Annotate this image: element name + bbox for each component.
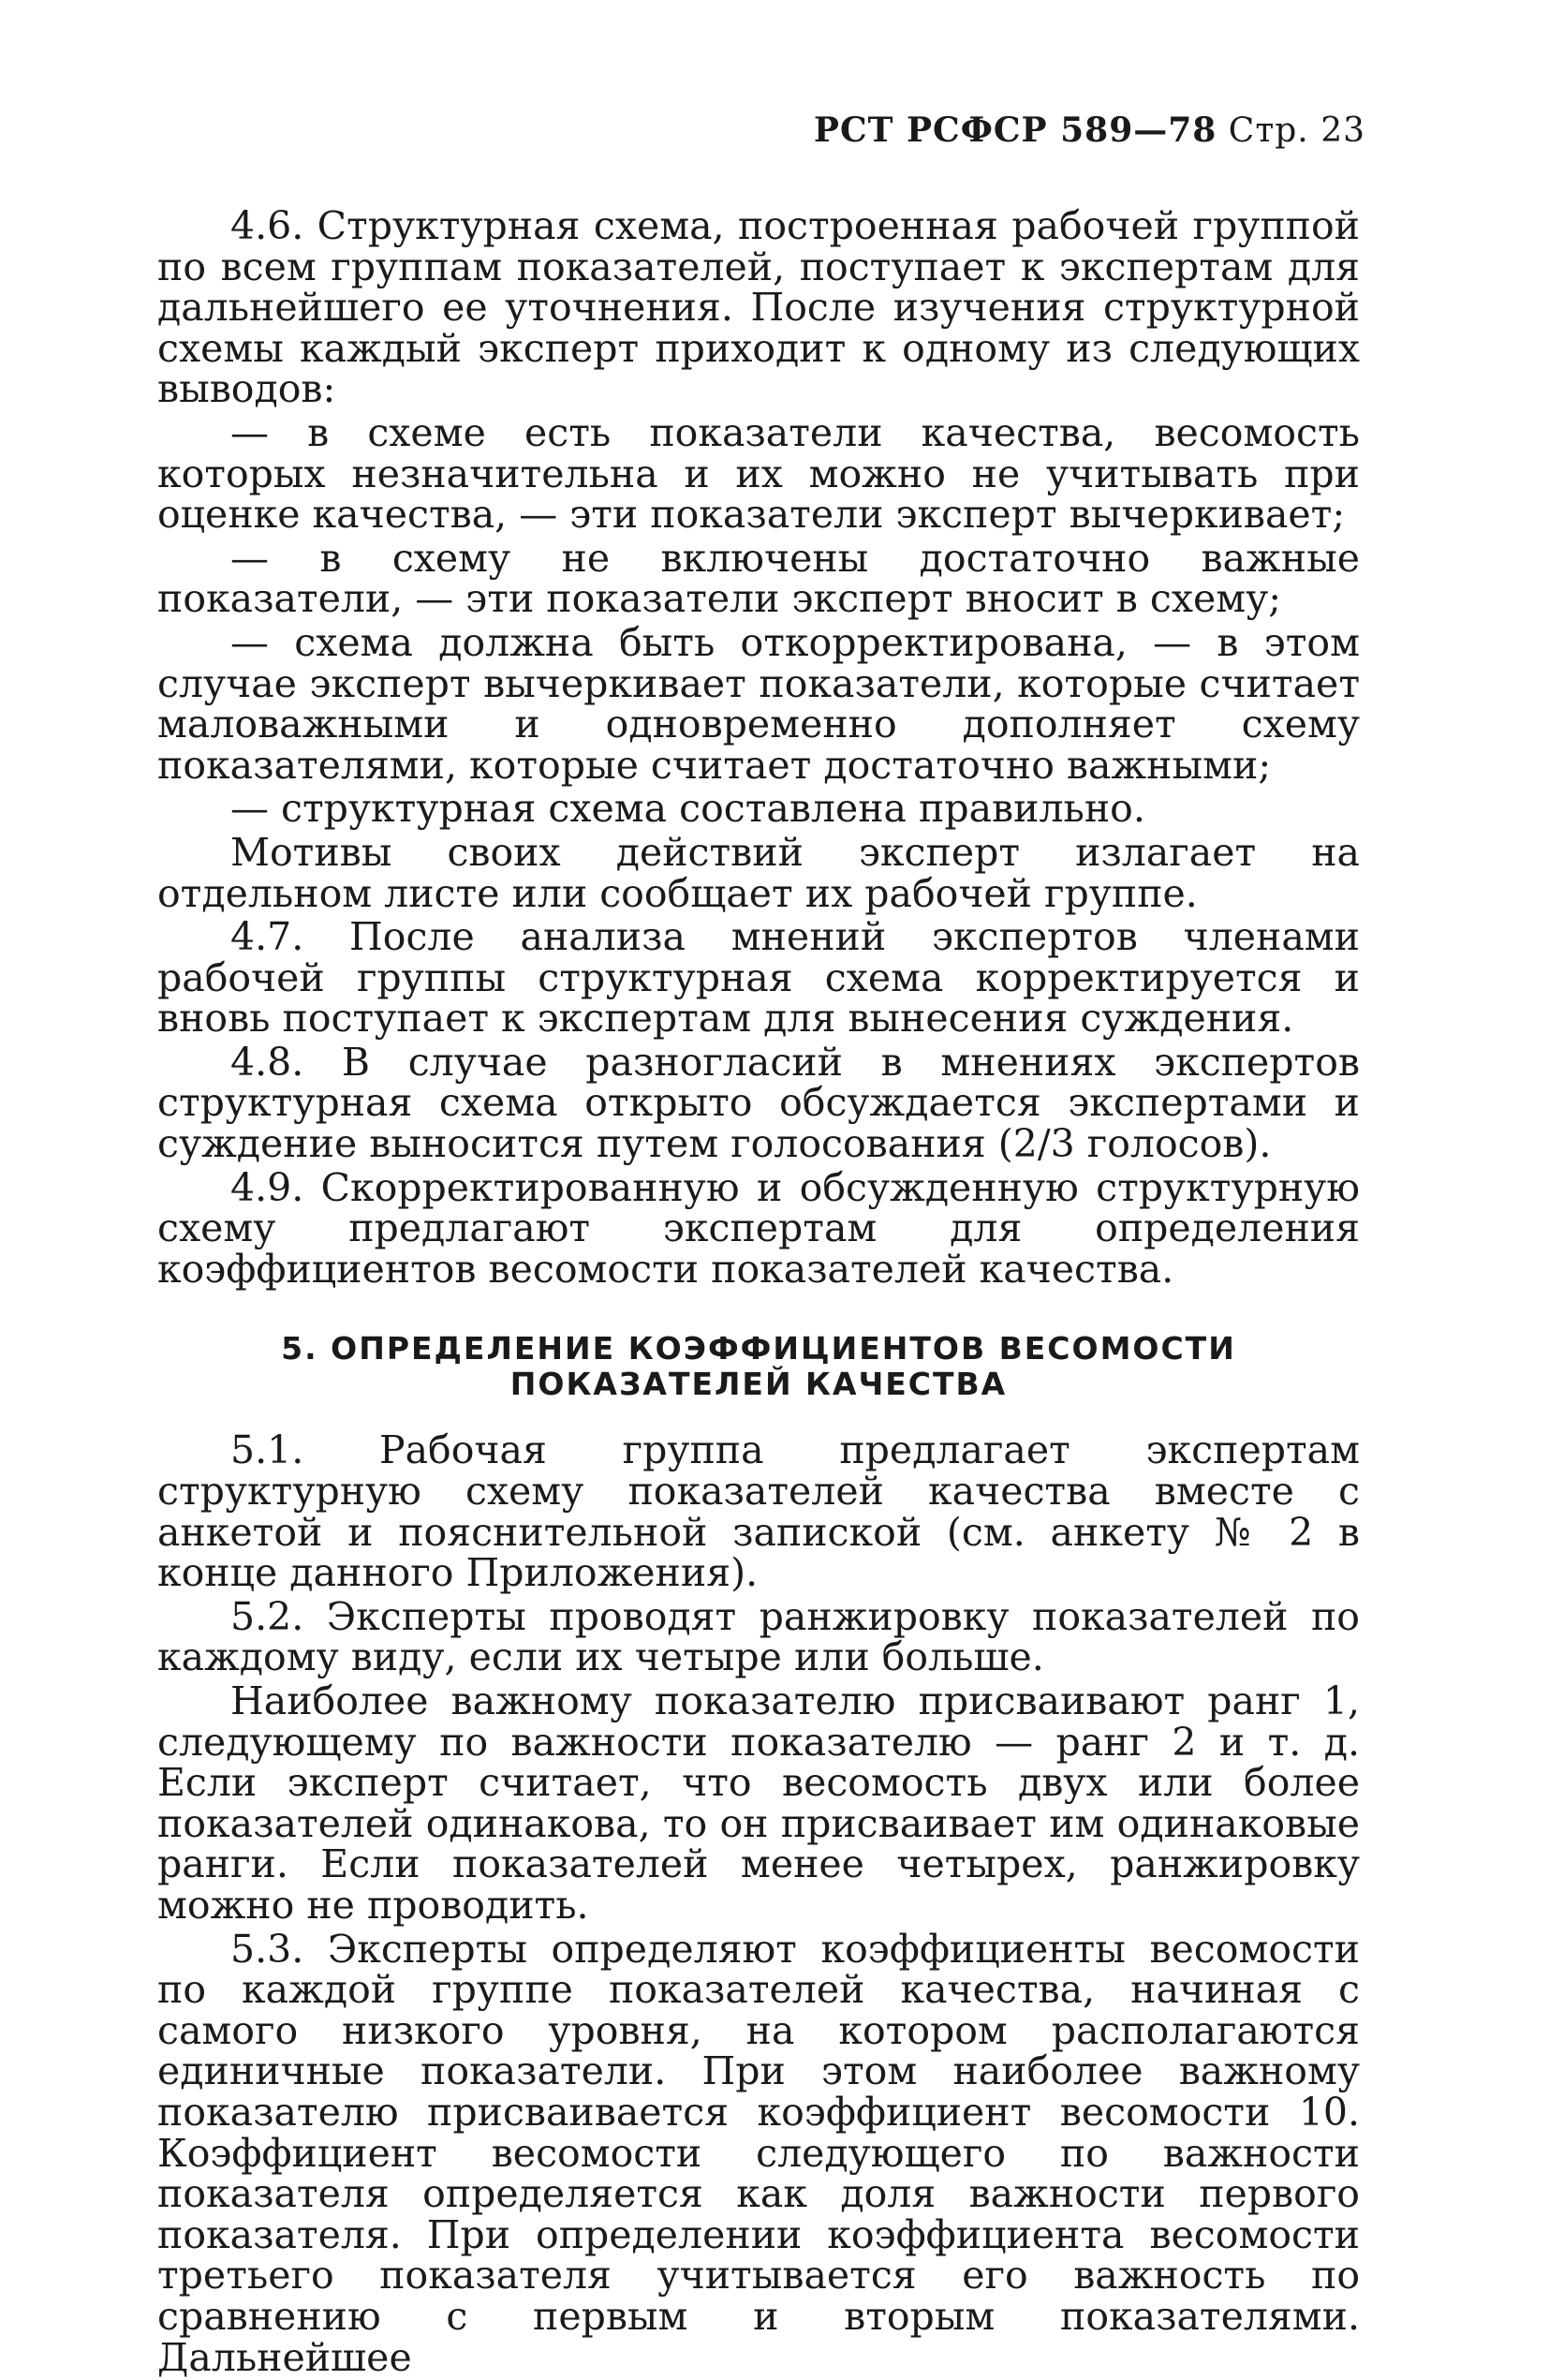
section-heading: 5. ОПРЕДЕЛЕНИЕ КОЭФФИЦИЕНТОВ ВЕСОМОСТИ ПОКАЗАТЕЛЕЙ КАЧЕСТВА	[281, 1330, 1236, 1403]
paragraph-motives: Мотивы своих действий эксперт излагает на отдельном листе или сообщает их рабочей группе.	[157, 829, 1360, 916]
paragraph-4-9: 4.9. Скорректированную и обсужденную структурную схему предлагают экспертам для определения коэффициентов весомости показателей качества.	[157, 1164, 1360, 1292]
paragraph-5-3: 5.3. Эксперты определяют коэффициенты весомости по каждой группе показателей качества, начиная с самого низкого уровня, на котором располагаются единичные показатели. При этом наиболее важному показателю присваивается коэффициент весомости 10. Коэффициент весомости следующего по важности показателя определяется как доля важности первого показателя. При определении коэффициента весомости третьего показателя учитывается его важность по сравнению с первым и вторым показателями. Дальнейшее	[157, 1926, 1360, 2380]
paragraph-5-1: 5.1. Рабочая группа предлагает экспертам структурную схему показателей качества вместе с анкетой и пояснительной запиской (см. анкету № 2 в конце данного Приложения).	[157, 1427, 1360, 1596]
list-item-correction: — схема должна быть откорректирована, — в этом случае эксперт вычеркивает показатели, которые считает маловажными и одновременно дополняет схему показателями, которые считает достаточно важными;	[157, 619, 1360, 788]
body-text	[157, 203, 1360, 2380]
paragraph-5-2: 5.2. Эксперты проводят ранжировку показателей по каждому виду, если их четыре или больше.	[157, 1593, 1360, 1680]
list-item-insignificant: — в схеме есть показатели качества, весомость которых незначительна и их можно не учитывать при оценке качества, — эти показатели эксперт вычеркивает;	[157, 409, 1360, 538]
paragraph-4-7: 4.7. После анализа мнений экспертов членами рабочей группы структурная схема корректируется и вновь поступает к экспертам для вынесения суждения.	[157, 914, 1360, 1042]
paragraph-ranking: Наиболее важному показателю присваивают ранг 1, следующему по важности показателю — ранг 2 и т. д. Если эксперт считает, что весомость двух или более показателей одинакова, то он присваивает им одинаковые ранги. Если показателей менее четырех, ранжировку можно не проводить.	[157, 1678, 1360, 1928]
list-item-missing: — в схему не включены достаточно важные показатели, — эти показатели эксперт вносит в схему;	[157, 535, 1360, 622]
standard-number: РСТ РСФСР 589—78	[813, 111, 1217, 150]
paragraph-4-8: 4.8. В случае разногласий в мнениях экспертов структурная схема открыто обсуждается экспертами и суждение выносится путем голосования (2/3 голосов).	[157, 1039, 1360, 1167]
page-number: Стр. 23	[1228, 111, 1365, 150]
running-header	[814, 111, 1365, 150]
paragraph-4-6: 4.6. Структурная схема, построенная рабочей группой по всем группам показателей, поступает к экспертам для дальнейшего ее уточнения. После изучения структурной схемы каждый эксперт приходит к одному из следующих выводов:	[157, 203, 1360, 412]
list-item-correct: — структурная схема составлена правильно.	[230, 786, 1145, 832]
